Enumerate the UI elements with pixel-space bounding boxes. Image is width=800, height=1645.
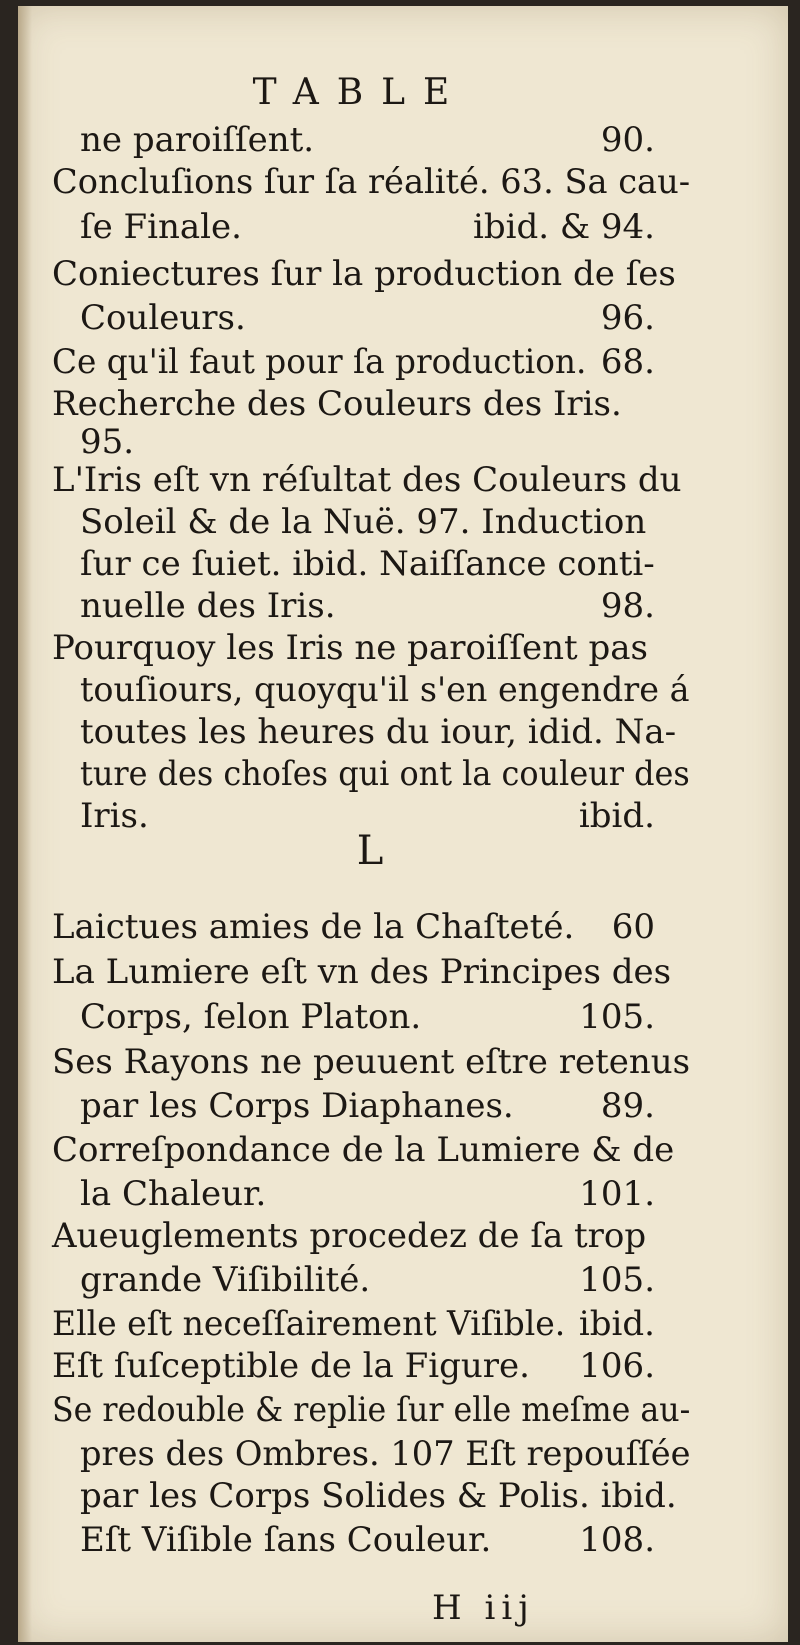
index-entry-line bbox=[0, 500, 800, 544]
entry-text: Concluſions ſur ſa réalité. 63. Sa cau- bbox=[52, 162, 691, 202]
index-entry-line bbox=[0, 1172, 800, 1216]
signature-mark: H iij bbox=[432, 1588, 535, 1628]
page-reference: 60 bbox=[611, 907, 655, 947]
entry-text: Eſt Viſible ſans Couleur. bbox=[80, 1520, 492, 1560]
page-reference: ibid. & 94. bbox=[472, 207, 655, 247]
entry-text: 95. bbox=[80, 422, 135, 462]
index-entry-line bbox=[0, 1344, 800, 1388]
index-entry-line bbox=[0, 1128, 800, 1172]
index-entry-line bbox=[0, 160, 800, 204]
entry-text: ture des choſes qui ont la couleur des bbox=[80, 754, 690, 794]
index-entry-line bbox=[0, 118, 800, 162]
running-header: TABLE bbox=[252, 72, 468, 113]
entry-text: Couleurs. bbox=[80, 298, 246, 338]
index-entry-line bbox=[0, 458, 800, 502]
index-entry-line bbox=[0, 1474, 800, 1518]
entry-text: Iris. bbox=[80, 796, 149, 836]
entry-text: Ce qu'il faut pour ſa production. bbox=[52, 342, 587, 382]
index-entry-line bbox=[0, 1040, 800, 1084]
index-entry-line bbox=[0, 584, 800, 628]
index-entry-line bbox=[0, 340, 800, 384]
index-entry-line bbox=[0, 668, 800, 712]
entry-text: pres des Ombres. 107 Eſt repouſſée bbox=[80, 1434, 691, 1474]
entry-text: Se redouble & replie ſur elle meſme au- bbox=[52, 1390, 691, 1430]
page-reference: 96. bbox=[600, 298, 655, 338]
index-entry-line bbox=[0, 950, 800, 994]
page-reference: 108. bbox=[579, 1520, 655, 1560]
entry-text: par les Corps Diaphanes. bbox=[80, 1086, 514, 1126]
entry-text: Corps, ſelon Platon. bbox=[80, 997, 422, 1037]
index-entry-line bbox=[0, 205, 800, 249]
page-reference: 98. bbox=[600, 586, 655, 626]
entry-text: touſiours, quoyqu'il s'en engendre á bbox=[80, 670, 690, 710]
entry-text: ne paroiſſent. bbox=[80, 120, 315, 160]
index-entry-line bbox=[0, 542, 800, 586]
index-entry-line bbox=[0, 905, 800, 949]
index-entry-line bbox=[0, 252, 800, 296]
index-entry-line bbox=[0, 1302, 800, 1346]
entry-text: ſe Finale. bbox=[80, 207, 242, 247]
index-entry-line bbox=[0, 752, 800, 796]
entry-text: Elle eſt neceſſairement Viſible. bbox=[52, 1304, 566, 1344]
entry-text: grande Viſibilité. bbox=[80, 1260, 371, 1300]
page-reference: 68. bbox=[600, 342, 655, 382]
entry-text: Pourquoy les Iris ne paroiſſent pas bbox=[52, 628, 648, 668]
index-entry-line bbox=[0, 1214, 800, 1258]
page-reference: 105. bbox=[579, 1260, 655, 1300]
entry-text: nuelle des Iris. bbox=[80, 586, 336, 626]
section-letter: L bbox=[356, 828, 384, 874]
page-reference: 105. bbox=[579, 997, 655, 1037]
entry-text: Aueuglements procedez de ſa trop bbox=[52, 1216, 647, 1256]
entry-text: ſur ce ſuiet. ibid. Naiſſance conti- bbox=[80, 544, 655, 584]
page-reference: ibid. bbox=[578, 796, 655, 836]
entry-text: Correſpondance de la Lumiere & de bbox=[52, 1130, 675, 1170]
entry-text: Coniectures ſur la production de ſes bbox=[52, 254, 676, 294]
entry-text: Eſt ſuſceptible de la Figure. bbox=[52, 1346, 530, 1386]
page-reference: 90. bbox=[600, 120, 655, 160]
entry-text: Soleil & de la Nuë. 97. Induction bbox=[80, 502, 647, 542]
entry-text: Laictues amies de la Chaſteté. bbox=[52, 907, 575, 947]
page-reference: ibid. bbox=[578, 1304, 655, 1344]
page-reference: 89. bbox=[600, 1086, 655, 1126]
page-reference: 101. bbox=[579, 1174, 655, 1214]
index-entry-line bbox=[0, 296, 800, 340]
index-entry-line bbox=[0, 626, 800, 670]
index-entry-line bbox=[0, 1518, 800, 1562]
index-entry-line bbox=[0, 710, 800, 754]
index-entry-line bbox=[0, 1084, 800, 1128]
entry-text: toutes les heures du iour, idid. Na- bbox=[80, 712, 677, 752]
page-reference: 106. bbox=[579, 1346, 655, 1386]
index-entry-line bbox=[0, 1388, 800, 1432]
entry-text: La Lumiere eſt vn des Principes des bbox=[52, 952, 672, 992]
entry-text: par les Corps Solides & Polis. ibid. bbox=[80, 1476, 677, 1516]
entry-text: Ses Rayons ne peuuent eſtre retenus bbox=[52, 1042, 691, 1082]
entry-text: L'Iris eſt vn réſultat des Couleurs du bbox=[52, 460, 682, 500]
index-entry-line bbox=[0, 995, 800, 1039]
index-entry-line bbox=[0, 1258, 800, 1302]
entry-text: la Chaleur. bbox=[80, 1174, 267, 1214]
index-entry-line bbox=[0, 1432, 800, 1476]
entry-text: Recherche des Couleurs des Iris. bbox=[52, 384, 622, 424]
